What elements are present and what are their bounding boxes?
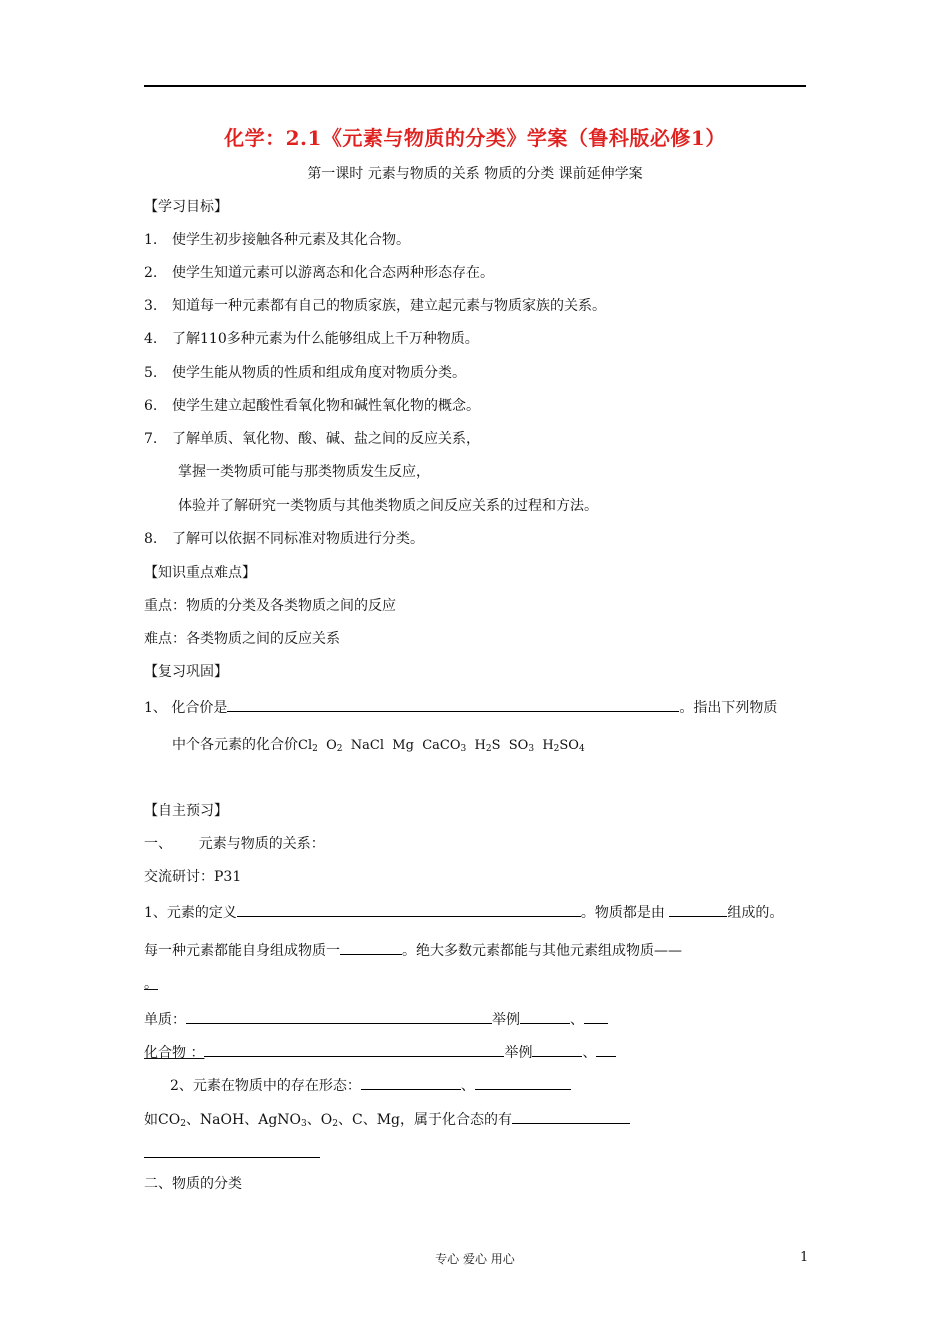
objective-item: 7. 了解单质、氧化物、酸、碱、盐之间的反应关系， — [144, 431, 480, 447]
key-point: 重点：物质的分类及各类物质之间的反应 — [144, 598, 396, 614]
simple-substance-line: 单质： 举例 、 — [144, 1008, 608, 1030]
page-title: 化学：2.1《元素与物质的分类》学案（鲁科版必修1） — [224, 126, 726, 150]
answer-blank[interactable] — [186, 1008, 492, 1024]
part-1-heading: 一、 元素与物质的关系： — [144, 836, 325, 852]
key-heading: 【知识重点难点】 — [144, 565, 256, 581]
objective-item-cont: 掌握一类物质可能与那类物质发生反应， — [178, 464, 430, 480]
answer-blank[interactable] — [669, 901, 727, 917]
objective-item: 8. 了解可以依据不同标准对物质进行分类。 — [144, 531, 424, 547]
objectives-heading: 【学习目标】 — [144, 199, 228, 215]
answer-blank[interactable] — [475, 1074, 571, 1090]
answer-blank[interactable] — [596, 1041, 616, 1057]
objective-item: 2. 使学生知道元素可以游离态和化合态两种形态存在。 — [144, 265, 494, 281]
answer-blank[interactable] — [584, 1008, 608, 1024]
question-1: 1、元素的定义 。物质都是由 组成的。 — [144, 901, 783, 923]
compound-line: 化合物 ： 举例 、 — [144, 1041, 616, 1063]
objective-item: 4. 了解110多种元素为什么能够组成上千万种物质。 — [144, 331, 479, 347]
review-question-1-cont: 中个各元素的化合价$Cl_2$ $O_2$ NaCl Mg CaCO$_3$ $H_2S$ $SO_3$ $H_2SO_4$ — [172, 737, 585, 754]
answer-blank[interactable] — [340, 939, 402, 955]
objective-item: 5. 使学生能从物质的性质和组成角度对物质分类。 — [144, 365, 466, 381]
answer-blank[interactable] — [227, 696, 679, 712]
answer-blank[interactable] — [532, 1041, 582, 1057]
question-1-end: 。 — [144, 976, 158, 992]
question-3: 如$CO_2$、NaOH、AgNO$_3$、$O_2$、C、Mg，属于化合态的有 — [144, 1108, 630, 1134]
objective-item: 3. 知道每一种元素都有自己的物质家族，建立起元素与物质家族的关系。 — [144, 298, 606, 314]
preview-heading: 【自主预习】 — [144, 803, 228, 819]
question-1-cont: 每一种元素都能自身组成物质一 。绝大多数元素都能与其他元素组成物质—— — [144, 939, 682, 961]
review-heading: 【复习巩固】 — [144, 664, 228, 680]
objective-item: 6. 使学生建立起酸性看氧化物和碱性氧化物的概念。 — [144, 398, 480, 414]
answer-blank[interactable] — [512, 1108, 630, 1124]
answer-blank[interactable] — [520, 1008, 570, 1024]
difficult-point: 难点：各类物质之间的反应关系 — [144, 631, 340, 647]
objective-item-cont: 体验并了解研究一类物质与其他类物质之间反应关系的过程和方法。 — [178, 498, 598, 514]
header-rule — [144, 85, 806, 87]
review-question-1: 1、 化合价是 。指出下列物质 — [144, 696, 777, 718]
page-footer: 专心 爱心 用心 — [435, 1252, 515, 1266]
answer-blank[interactable] — [204, 1041, 504, 1057]
exchange-line: 交流研讨：P31 — [144, 869, 242, 885]
answer-blank[interactable] — [144, 1157, 320, 1158]
page-number: 1 — [800, 1250, 809, 1265]
objective-item: 1. 使学生初步接触各种元素及其化合物。 — [144, 232, 410, 248]
answer-blank[interactable] — [361, 1074, 461, 1090]
answer-blank[interactable] — [237, 901, 581, 917]
page-subtitle: 第一课时 元素与物质的关系 物质的分类 课前延伸学案 — [307, 166, 643, 182]
question-2: 2、元素在物质中的存在形态： 、 — [170, 1074, 571, 1096]
part-2-heading: 二、物质的分类 — [144, 1176, 242, 1192]
